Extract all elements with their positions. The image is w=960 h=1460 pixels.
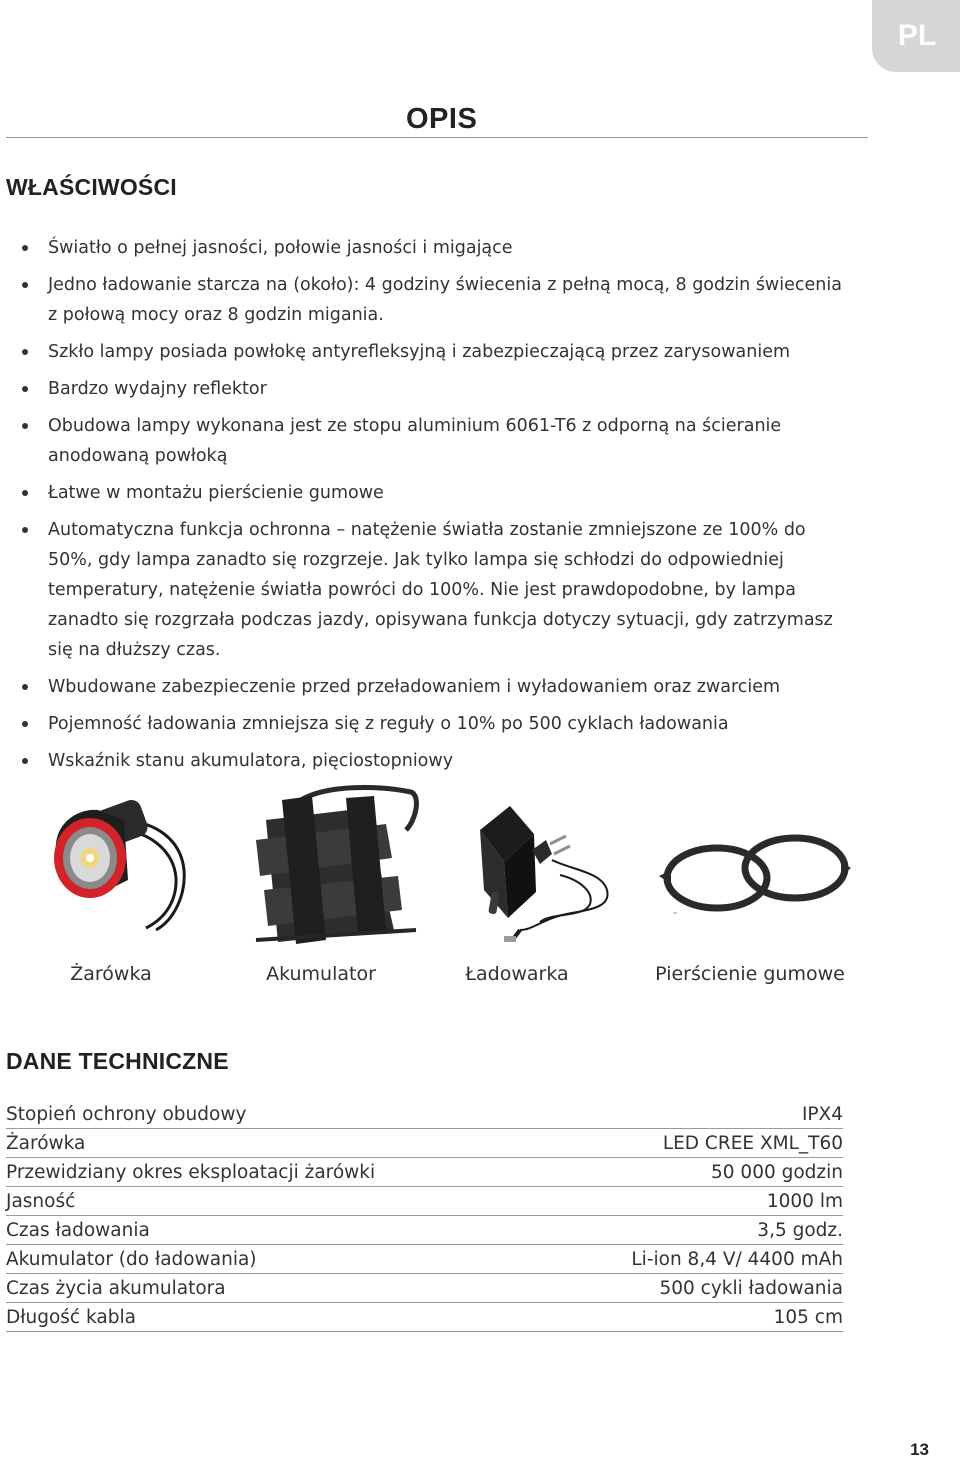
feature-item [22, 746, 852, 776]
bullet-icon [22, 684, 28, 690]
spec-value: 1000 lm [538, 1187, 843, 1216]
feature-text: Jedno ładowanie starcza na (około): 4 godziny świecenia z pełną mocą, 8 godzin świecenia z połową mocy oraz 8 godzin migania. [48, 275, 842, 325]
feature-text: Obudowa lampy wykonana jest ze stopu aluminium 6061-T6 z odporną na ścieranie anodowaną powłoką [48, 416, 782, 466]
spec-row [6, 1100, 843, 1129]
spec-value: LED CREE XML_T60 [538, 1129, 843, 1158]
feature-item [22, 515, 852, 665]
bullet-icon [22, 490, 28, 496]
feature-text: Pojemność ładowania zmniejsza się z reguły o 10% po 500 cyklach ładowania [48, 714, 729, 734]
spec-value: IPX4 [538, 1100, 843, 1129]
title-divider [6, 137, 868, 138]
spec-row [6, 1245, 843, 1274]
spec-row [6, 1216, 843, 1245]
bullet-icon [22, 282, 28, 288]
feature-item [22, 270, 852, 330]
spec-row [6, 1303, 843, 1332]
language-tab: PL [872, 0, 960, 72]
bullet-icon [22, 758, 28, 764]
bullet-icon [22, 721, 28, 727]
bullet-icon [22, 386, 28, 392]
battery-pack-icon [216, 780, 426, 950]
feature-item [22, 374, 852, 404]
product-charger [412, 780, 622, 1000]
spec-value: 3,5 godz. [538, 1216, 843, 1245]
spec-label: Akumulator (do ładowania) [6, 1245, 538, 1274]
charger-icon [412, 780, 622, 950]
spec-value: 500 cykli ładowania [538, 1274, 843, 1303]
feature-item [22, 478, 852, 508]
product-headlamp [6, 780, 216, 1000]
feature-text: Światło o pełnej jasności, połowie jasności i migające [48, 238, 513, 258]
feature-item [22, 672, 852, 702]
spec-label: Przewidziany okres eksploatacji żarówki [6, 1158, 538, 1187]
spec-row [6, 1274, 843, 1303]
feature-text: Szkło lampy posiada powłokę antyrefleksyjną i zabezpieczającą przez zarysowaniem [48, 342, 791, 362]
features-list [22, 233, 852, 783]
feature-text: Automatyczna funkcja ochronna – natężenie światła zostanie zmniejszone ze 100% do 50%, gdy lampa zanadto się rozgrzeje. Jak tylko lampa się schłodzi do odpowiedniej temperatury, natężenie światła powróci do 100%. Nie jest prawdopodobne, by lampa zanadto się rozgrzała podczas jazdy, opisywana funkcja dotyczy sytuacji, gdy zatrzymasz się na dłuższy czas. [48, 520, 833, 660]
product-label: Akumulator [266, 963, 376, 985]
headlamp-icon [6, 780, 216, 950]
tech-specs-heading: DANE TECHNICZNE [6, 1048, 229, 1074]
spec-label: Czas ładowania [6, 1216, 538, 1245]
spec-value: Li-ion 8,4 V/ 4400 mAh [538, 1245, 843, 1274]
product-battery [216, 780, 426, 1000]
feature-text: Wbudowane zabezpieczenie przed przeładowaniem i wyładowaniem oraz zwarciem [48, 677, 781, 697]
product-label: Pierścienie gumowe [655, 963, 845, 985]
feature-item [22, 233, 852, 263]
spec-row [6, 1158, 843, 1187]
bullet-icon [22, 423, 28, 429]
spec-row [6, 1187, 843, 1216]
product-rubber-rings [645, 780, 855, 1000]
spec-label: Stopień ochrony obudowy [6, 1100, 538, 1129]
bullet-icon [22, 245, 28, 251]
rubber-rings-icon [645, 780, 855, 950]
spec-label: Żarówka [6, 1129, 538, 1158]
spec-value: 50 000 godzin [538, 1158, 843, 1187]
feature-text: Bardzo wydajny reflektor [48, 379, 267, 399]
product-label: Ładowarka [465, 963, 569, 985]
spec-label: Jasność [6, 1187, 538, 1216]
feature-item [22, 337, 852, 367]
product-label: Żarówka [70, 963, 152, 985]
bullet-icon [22, 527, 28, 533]
spec-row [6, 1129, 843, 1158]
features-heading: WŁAŚCIWOŚCI [6, 174, 177, 200]
spec-label: Długość kabla [6, 1303, 538, 1332]
spec-label: Czas życia akumulatora [6, 1274, 538, 1303]
feature-text: Łatwe w montażu pierścienie gumowe [48, 483, 384, 503]
feature-item [22, 411, 852, 471]
spec-value: 105 cm [538, 1303, 843, 1332]
page-title: OPIS [406, 103, 478, 135]
product-contents [0, 780, 960, 1000]
tech-specs-table [6, 1100, 843, 1332]
bullet-icon [22, 349, 28, 355]
feature-text: Wskaźnik stanu akumulatora, pięciostopniowy [48, 751, 454, 771]
feature-item [22, 709, 852, 739]
page-number: 13 [910, 1440, 929, 1459]
